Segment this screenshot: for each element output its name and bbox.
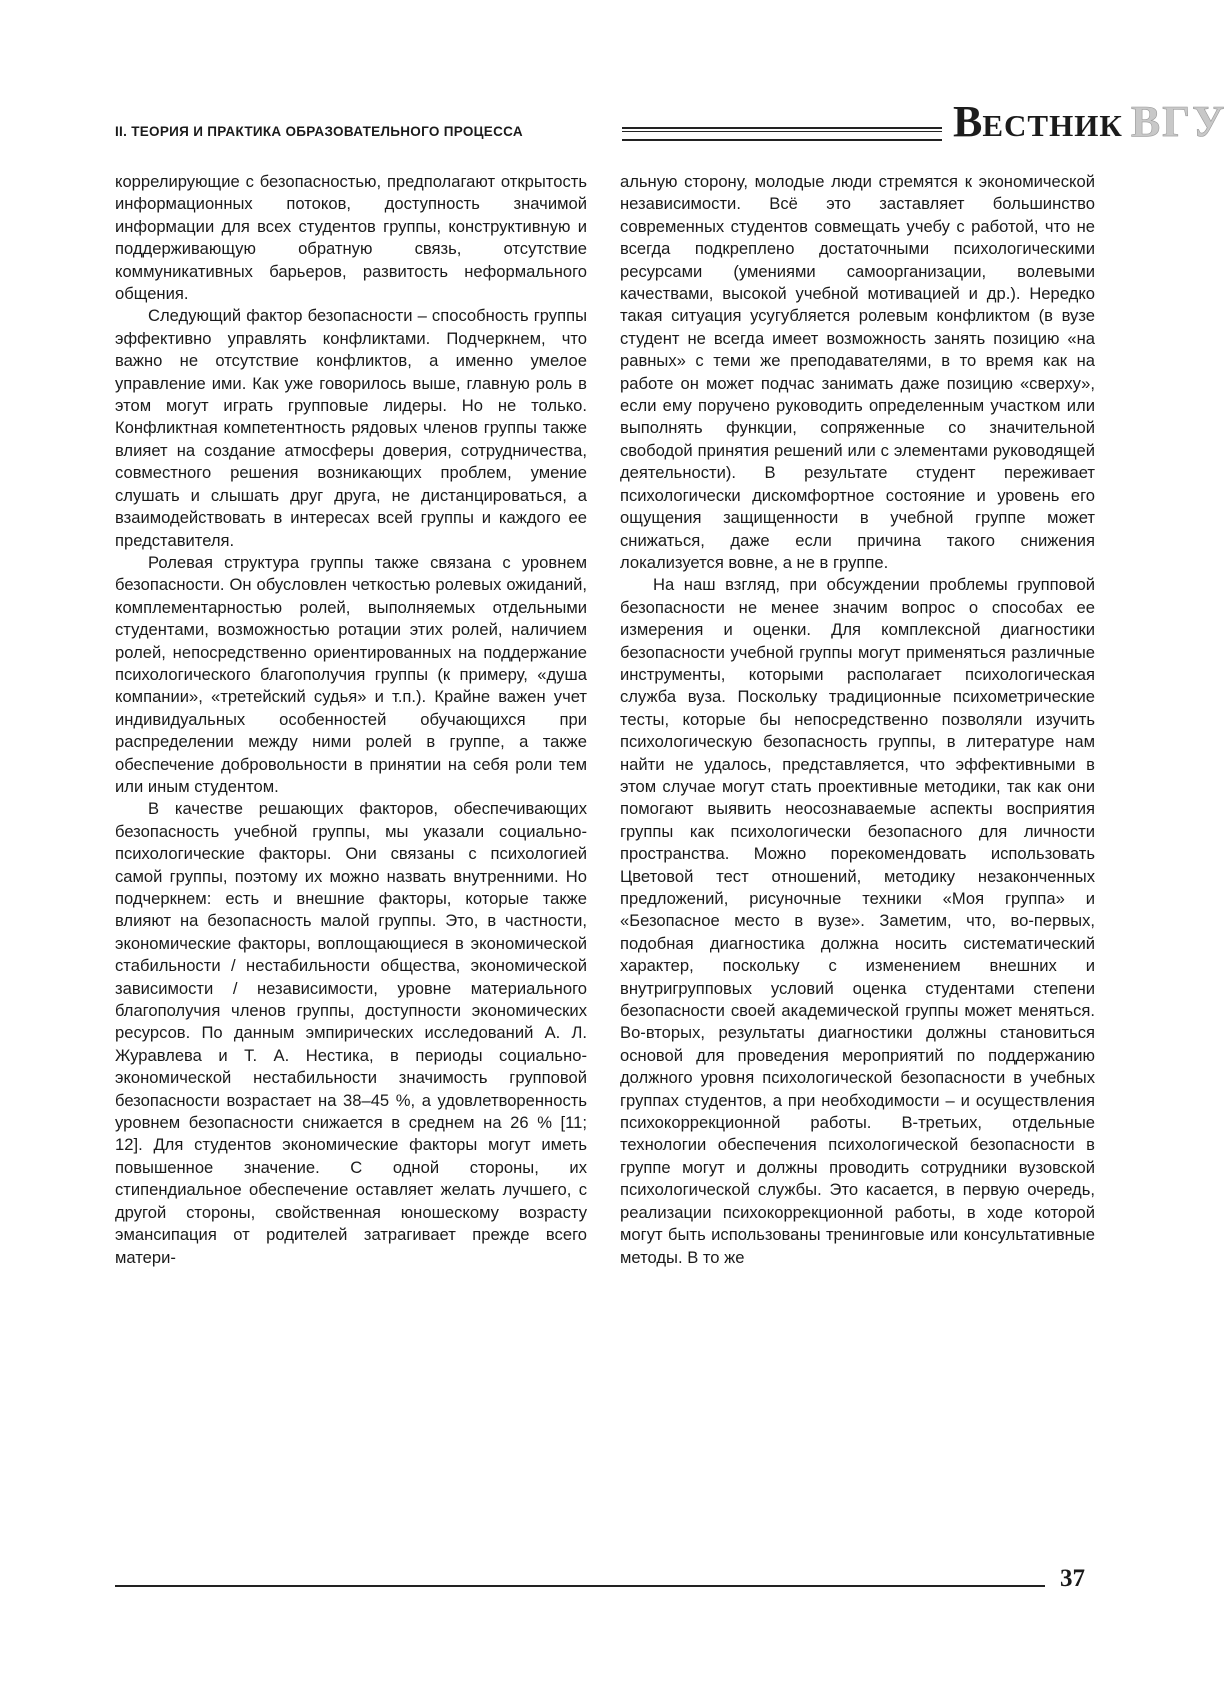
- journal-logo-word: ЕСТНИК: [982, 108, 1123, 143]
- left-column: [115, 171, 587, 1269]
- paragraph: В качестве решающих факторов, обеспечивающих безопасность учебной группы, мы указали социально-психологические факторы. Они связаны с психологией самой группы, поэтому их можно назвать внутренними. Но подчеркнем: есть и внешние факторы, которые также влияют на безопасность малой группы. Это, в частности, экономические факторы, воплощающиеся в экономической стабильности / нестабильности общества, экономической зависимости / независимости, уровне материального благополучия членов группы, доступности экономических ресурсов. По данным эмпирических исследований А. Л. Журавлева и Т. А. Нестика, в периоды социально-экономической нестабильности значимость групповой безопасности возрастает на 38–45 %, а удовлетворенность уровнем безопасности снижается в среднем на 26 % [11; 12]. Для студентов экономические факторы могут иметь повышенное значение. С одной стороны, их стипендиальное обеспечение оставляет желать лучшего, с другой стороны, свойственная юношескому возрасту эмансипация от родителей затрагивает прежде всего матери-: [115, 799, 587, 1267]
- journal-logo: [953, 97, 1226, 146]
- page-header: [115, 97, 1226, 148]
- paragraph: альную сторону, молодые люди стремятся к экономической независимости. Всё это заставляет большинство современных студентов совмещать учебу с работой, что не всегда подкреплено достаточными психологическими ресурсами (умениями самоорганизации, волевыми качествами, высокой учебной мотивацией и др.). Нередко такая ситуация усугубляется ролевым конфликтом (в вузе студент не всегда имеет возможность занять позицию «на равных» с теми же преподавателями, в то время как на работе он может подчас занимать даже позицию «сверху», если ему поручено руководить определенным участком или выполнять функции, сопряженные со значительной свободой принятия решений или с элементами руководящей деятельности). В результате студент переживает психологически дискомфортное состояние и уровень его ощущения защищенности в учебной группе может снижаться, даже если причина такого снижения локализуется вовне, а не в группе.: [620, 172, 1095, 572]
- journal-logo-initial: В: [953, 97, 983, 146]
- page-number: 37: [1060, 1565, 1085, 1592]
- footer-rule: [115, 1585, 1045, 1587]
- right-column: [620, 171, 1095, 1269]
- paragraph: Ролевая структура группы также связана с уровнем безопасности. Он обусловлен четкостью ролевых ожиданий, комплементарностью ролей, выполняемых отдельными студентами, возможностью ротации этих ролей, наличием ролей, непосредственно ориентированных на поддержание психологического благополучия группы (к примеру, «душа компании», «третейский судья» и т.п.). Крайне важен учет индивидуальных особенностей обучающихся при распределении между ними ролей в группе, а также обеспечение добровольности в принятии на себя роли тем или иным студентом.: [115, 552, 587, 796]
- paragraph: коррелирующие с безопасностью, предполагают открытость информационных потоков, доступность значимой информации для всех студентов группы, конструктивную и поддерживающую обратную связь, отсутствие коммуникативных барьеров, развитость неформального общения.: [115, 172, 587, 304]
- header-rule: [622, 127, 942, 141]
- journal-logo-abbr: ВГУ: [1130, 97, 1226, 146]
- section-title: II. ТЕОРИЯ И ПРАКТИКА ОБРАЗОВАТЕЛЬНОГО ПРОЦЕССА: [115, 124, 523, 139]
- paragraph: На наш взгляд, при обсуждении проблемы групповой безопасности не менее значим вопрос о способах ее измерения и оценки. Для комплексной диагностики безопасности учебной группы могут применяться различные инструменты, которыми располагает психологическая служба вуза. Поскольку традиционные психометрические тесты, которые бы непосредственно позволяли изучить психологическую безопасность группы, в литературе нам найти не удалось, представляется, что эффективными в этом случае могут стать проективные методики, так как они помогают выявить неосознаваемые аспекты восприятия группы как психологически безопасного для личности пространства. Можно порекомендовать использовать Цветовой тест отношений, методику незаконченных предложений, рисуночные техники «Моя группа» и «Безопасное место в вузе». Заметим, что, во-первых, подобная диагностика должна носить систематический характер, поскольку с изменением внешних и внутригрупповых условий оценка студентами степени безопасности своей академической группы может меняться. Во-вторых, результаты диагностики должны становиться основой для проведения мероприятий по поддержанию должного уровня психологической безопасности в учебных группах студентов, а при необходимости – и осуществления психокоррекционной работы. В-третьих, отдельные технологии обеспечения психологической безопасности в группе могут и должны проводить сотрудники вузовской психологической службы. Это касается, в первую очередь, реализации психокоррекционной работы, в ходе которой могут быть использованы тренинговые или консультативные методы. В то же: [620, 575, 1095, 1267]
- paragraph: Следующий фактор безопасности – способность группы эффективно управлять конфликтами. Подчеркнем, что важно не отсутствие конфликтов, а именно умелое управление ими. Как уже говорилось выше, главную роль в этом могут играть групповые лидеры. Но не только. Конфликтная компетентность рядовых членов группы также влияет на создание атмосферы доверия, сотрудничества, совместного решения возникающих проблем, умение слушать и слышать друг друга, не дистанцироваться, а взаимодействовать в интересах всей группы и каждого ее представителя.: [115, 306, 587, 550]
